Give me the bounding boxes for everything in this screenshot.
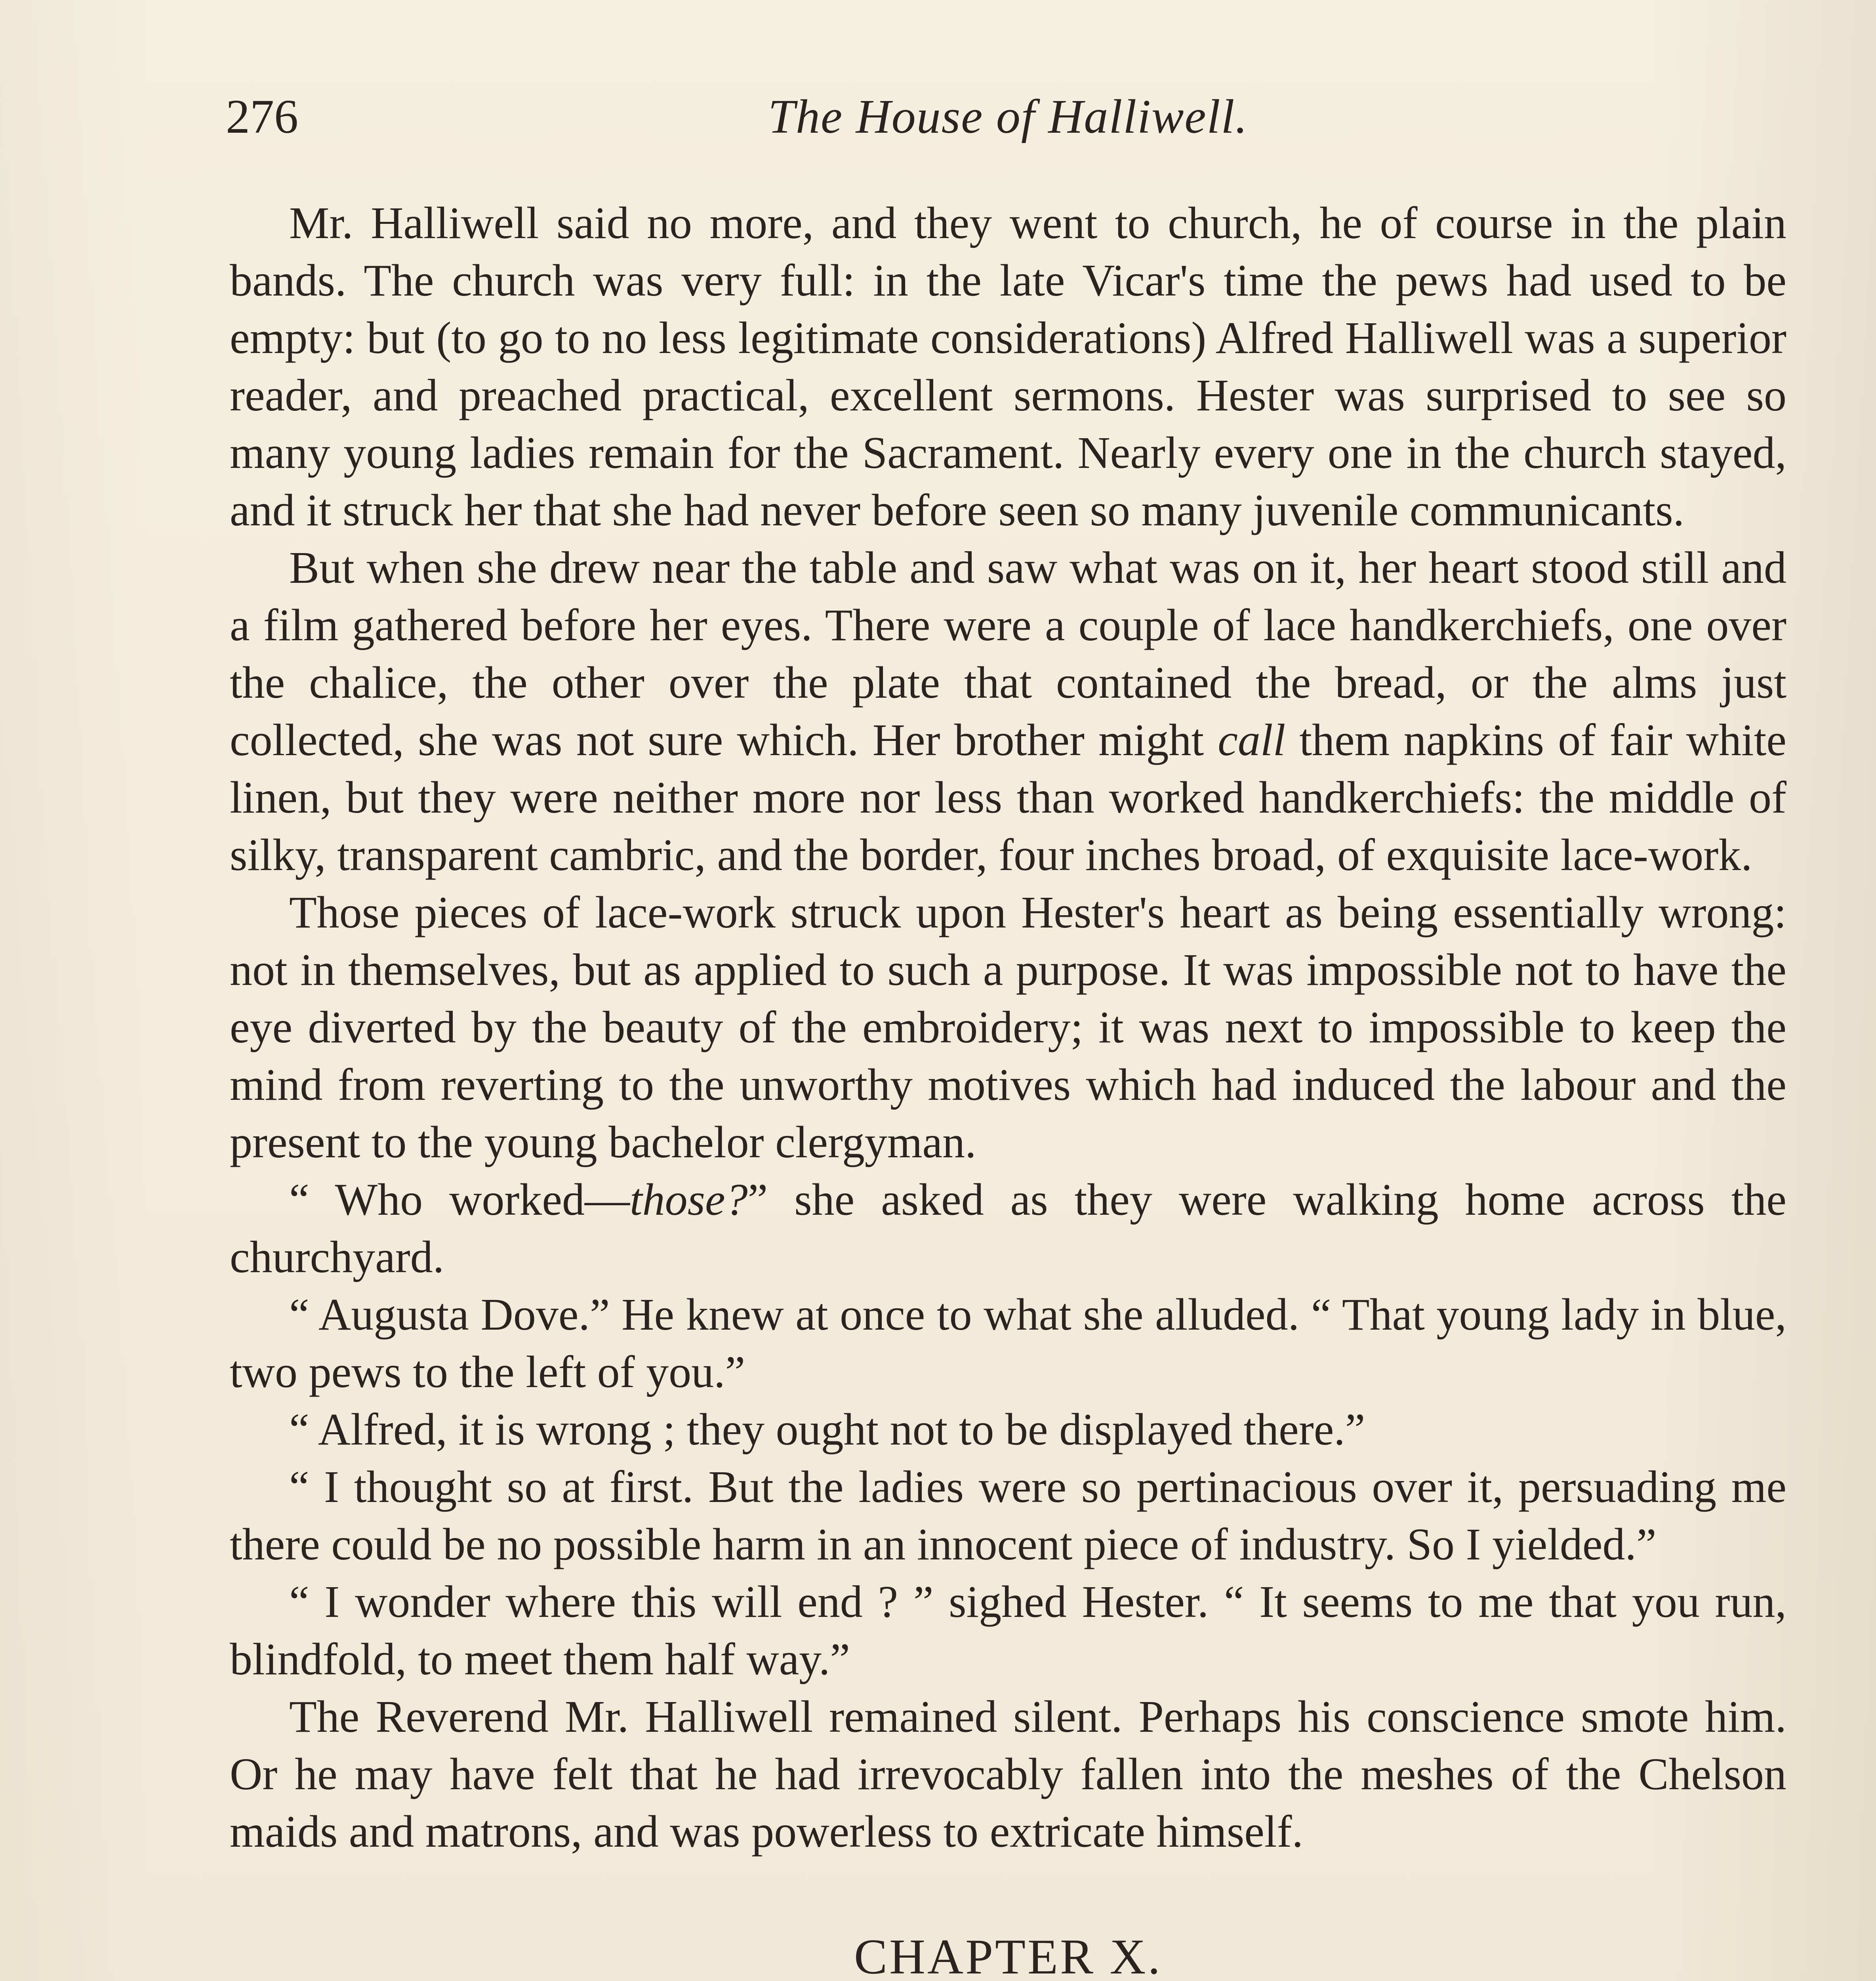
paragraph: Those pieces of lace-work struck upon Hester's heart as being essentially wrong: not in themselves, but as applied to such a purpose. It was impossible not to have the eye diverted by the beauty of the embroidery; it was next to impossible to keep the mind from reverting to the unworthy motives which had induced the labour and the present to the young bachelor clergyman. — [230, 887, 1786, 1167]
text-run: them napkins of fair white linen, but they were neither more nor less than worked handkerchiefs: the middle of silky, transparent cambric, and the border, four inches broad, of exquisite lace-work. — [230, 715, 1786, 880]
running-title: The House of Halliwell. — [768, 90, 1248, 143]
text-run: But when she drew near the table and saw what was on it, her heart stood still and a film gathered before her eyes. There were a couple of lace handkerchiefs, one over the chalice, the other over the plate that contained the bread, or the alms just collected, she was not sure which. Her brother might — [230, 542, 1786, 765]
paragraph: “ I thought so at first. But the ladies were so pertinacious over it, persuading me there could be no possible harm in an innocent piece of industry. So I yielded.” — [230, 1462, 1786, 1569]
paragraph — [230, 1171, 1786, 1286]
paragraph: “ I wonder where this will end ? ” sighed Hester. “ It seems to me that you run, blindfold, to meet them half way.” — [230, 1576, 1786, 1684]
page-header — [226, 81, 1790, 153]
body-text — [230, 194, 1786, 1981]
chapter-title: CHAPTER X. — [854, 1929, 1163, 1981]
text-run: ” she asked as they were walking home across the churchyard. — [230, 1174, 1786, 1282]
chapter-heading — [230, 1924, 1786, 1981]
paragraph: Mr. Halliwell said no more, and they went to church, he of course in the plain bands. The church was very full: in the late Vicar's time the pews had used to be empty: but (to go to no less legitimate considerations) Alfred Halliwell was a superior reader, and preached practical, excellent sermons. Hester was surprised to see so many young ladies remain for the Sacrament. Nearly every one in the church stayed, and it struck her that she had never before seen so many juvenile communicants. — [230, 198, 1786, 535]
text-run: “ Who worked— — [289, 1174, 630, 1225]
paragraph — [230, 539, 1786, 884]
emphasis: call — [1218, 715, 1286, 765]
paragraph: “ Augusta Dove.” He knew at once to what she alluded. “ That young lady in blue, two pews to the left of you.” — [230, 1289, 1786, 1397]
paragraph: The Reverend Mr. Halliwell remained silent. Perhaps his conscience smote him. Or he may have felt that he had irrevocably fallen into the meshes of the Chelson maids and matrons, and was powerless to extricate himself. — [230, 1691, 1786, 1857]
paragraph: “ Alfred, it is wrong ; they ought not to be displayed there.” — [289, 1404, 1365, 1454]
emphasis: those? — [629, 1174, 748, 1225]
page-number: 276 — [226, 90, 298, 143]
